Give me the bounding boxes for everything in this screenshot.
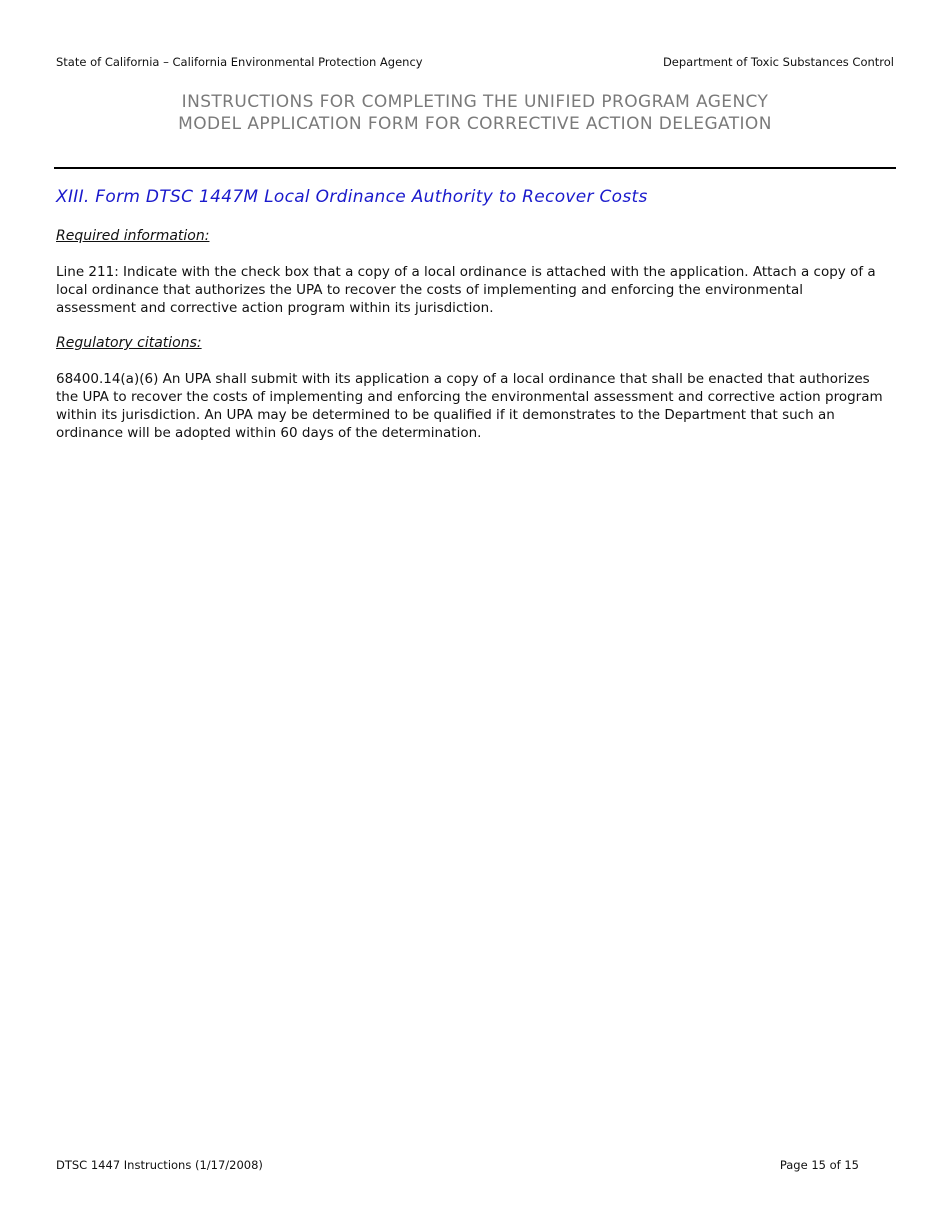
required-information-label: Required information:	[56, 228, 210, 244]
footer-page-number: Page 15 of 15	[779, 1158, 859, 1172]
required-info-line: assessment and corrective action program within its jurisdiction.	[56, 300, 494, 316]
section-heading: XIII. Form DTSC 1447M Local Ordinance Authority to Recover Costs	[56, 187, 648, 207]
header-department: Department of Toxic Substances Control	[662, 55, 894, 69]
regulatory-citations-label: Regulatory citations:	[56, 335, 202, 351]
footer-form-id: DTSC 1447 Instructions (1/17/2008)	[56, 1158, 263, 1172]
citation-line: within its jurisdiction. An UPA may be determined to be qualified if it demonstrates to the Department that such an	[56, 407, 835, 423]
header-agency: State of California – California Environmental Protection Agency	[56, 55, 423, 69]
required-info-line: Line 211: Indicate with the check box that a copy of a local ordinance is attached with the application. Attach a copy of a	[56, 264, 876, 280]
title-line-1: INSTRUCTIONS FOR COMPLETING THE UNIFIED PROGRAM AGENCY	[181, 92, 769, 112]
document-title	[0, 91, 950, 135]
required-info-line: local ordinance that authorizes the UPA to recover the costs of implementing and enforcing the environmental	[56, 282, 803, 298]
header-divider	[54, 167, 896, 169]
citation-line: the UPA to recover the costs of implementing and enforcing the environmental assessment and corrective action program	[56, 389, 883, 405]
required-information-text	[56, 263, 906, 317]
regulatory-citations-text	[56, 370, 906, 442]
citation-line: 68400.14(a)(6) An UPA shall submit with its application a copy of a local ordinance that shall be enacted that authorizes	[56, 371, 870, 387]
citation-line: ordinance will be adopted within 60 days of the determination.	[56, 425, 482, 441]
title-line-2: MODEL APPLICATION FORM FOR CORRECTIVE ACTION DELEGATION	[178, 114, 772, 134]
